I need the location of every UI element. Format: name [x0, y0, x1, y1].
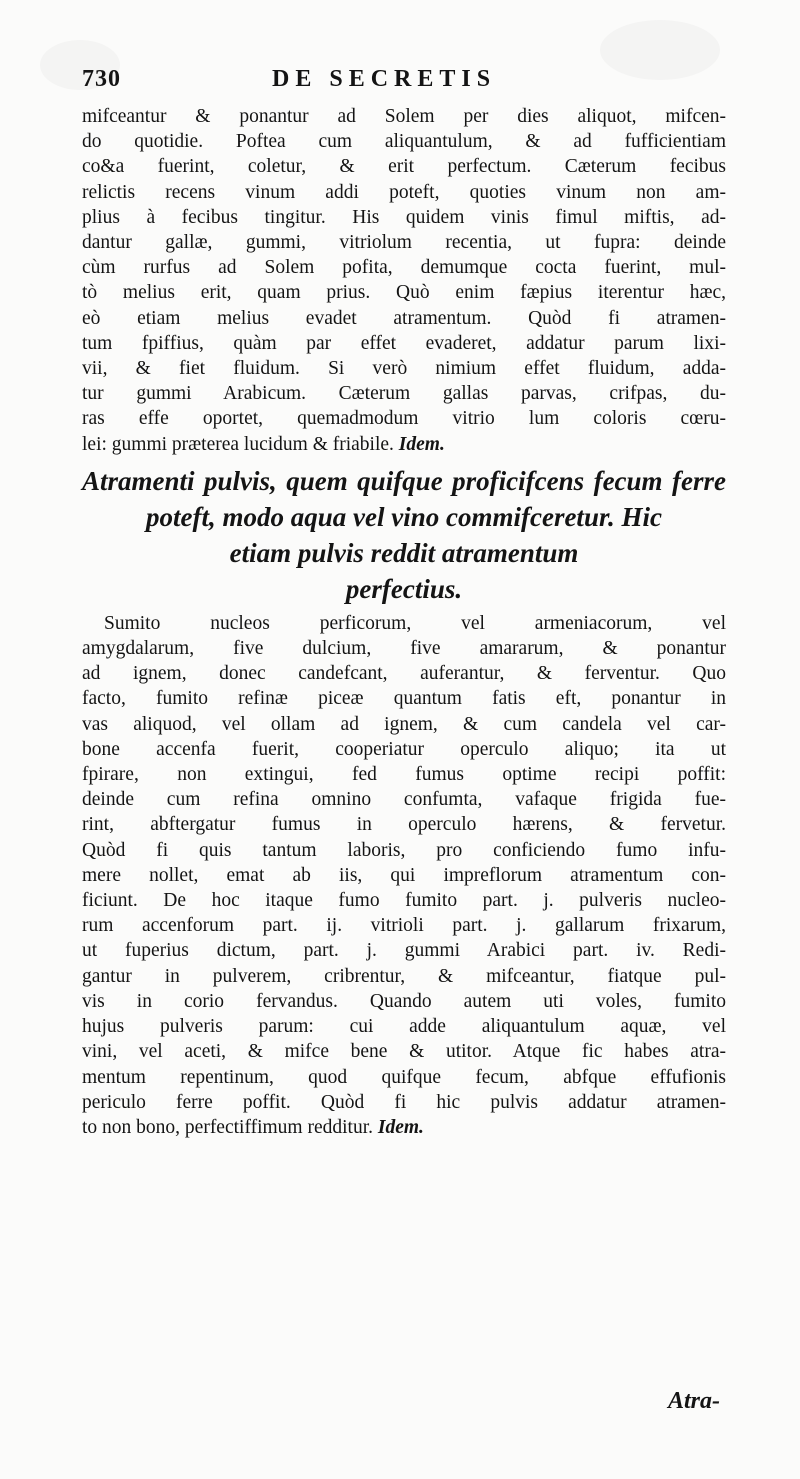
text-line: tum fpiffius, quàm par effet evaderet, addatur parum lixi-: [82, 332, 726, 354]
page-header: [82, 66, 722, 102]
text-fragment: to non bono, perfectiffimum redditur.: [82, 1116, 373, 1138]
heading-line: Atramenti pulvis, quem quifque proficifcens fecum ferre: [82, 465, 726, 496]
text-line: ad ignem, donec candefcant, auferantur, & ferventur. Quo: [82, 663, 726, 685]
page-number: 730: [82, 66, 121, 92]
text-line: relictis recens vinum addi poteft, quoties vinum non am-: [82, 181, 726, 203]
text-line: mere nollet, emat ab iis, qui impreflorum atramentum con-: [82, 864, 726, 886]
text-line: rum accenforum part. ij. vitrioli part. j. gallarum frixarum,: [82, 915, 726, 937]
text-line: gantur in pulverem, cribrentur, & mifceantur, fiatque pul-: [82, 965, 726, 987]
text-line: cùm rurfus ad Solem pofita, demumque cocta fuerint, mul-: [82, 257, 726, 279]
idem-attribution: Idem.: [398, 433, 445, 455]
heading-line: perfectius.: [345, 573, 463, 604]
text-line: [82, 1115, 726, 1140]
catchword: Atra-: [667, 1388, 720, 1414]
text-line: hujus pulveris parum: cui adde aliquantulum aquæ, vel: [82, 1016, 726, 1038]
text-line: ras effe oportet, quemadmodum vitrio lum coloris cœru-: [82, 408, 726, 430]
text-line: vas aliquod, vel ollam ad ignem, & cum candela vel car-: [82, 713, 726, 735]
text-line: vii, & fiet fluidum. Si verò nimium effet fluidum, adda-: [82, 358, 726, 380]
text-line: co&a fuerint, coletur, & erit perfectum. Cæterum fecibus: [82, 156, 726, 178]
running-title: DE SECRETIS: [272, 66, 497, 92]
text-line: plius à fecibus tingitur. His quidem vinis fimul miftis, ad-: [82, 206, 726, 228]
text-block: [82, 104, 726, 1140]
text-line: bone accenfa fuerit, cooperiatur operculo aliquo; ita ut: [82, 738, 726, 760]
text-line: do quotidie. Poftea cum aliquantulum, & ad fufficientiam: [82, 131, 726, 153]
text-line: dantur gallæ, gummi, vitriolum recentia, ut fupra: deinde: [82, 232, 726, 254]
text-line: Quòd fi quis tantum laboris, pro conficiendo fumo infu-: [82, 839, 726, 861]
text-line: vini, vel aceti, & mifce bene & utitor. Atque fic habes atra-: [82, 1041, 726, 1063]
heading-line: etiam pulvis reddit atramentum: [229, 537, 579, 568]
text-line: facto, fumito refinæ piceæ quantum fatis eft, ponantur in: [82, 688, 726, 710]
text-line: rint, abftergatur fumus in operculo hærens, & fervetur.: [82, 814, 726, 836]
text-line: Sumito nucleos perficorum, vel armeniacorum, vel: [104, 612, 726, 634]
text-line: tò melius erit, quam prius. Quò enim fæpius iterentur hæc,: [82, 282, 726, 304]
text-line: periculo ferre poffit. Quòd fi hic pulvis addatur atramen-: [82, 1091, 726, 1113]
text-line: mifceantur & ponantur ad Solem per dies aliquot, mifcen-: [82, 106, 726, 127]
text-fragment: lei: gummi præterea lucidum & friabile.: [82, 433, 394, 455]
idem-attribution: Idem.: [377, 1116, 424, 1138]
text-line: ut fuperius dictum, part. j. gummi Arabici part. iv. Redi-: [82, 940, 726, 962]
text-line: eò etiam melius evadet atramentum. Quòd fi atramen-: [82, 307, 726, 329]
text-line: mentum repentinum, quod quifque fecum, abfque effufionis: [82, 1066, 726, 1088]
text-line: fpirare, non extingui, fed fumus optime recipi poffit:: [82, 764, 726, 786]
text-line: vis in corio fervandus. Quando autem uti voles, fumito: [82, 990, 726, 1012]
section-heading: [82, 463, 726, 607]
text-line: amygdalarum, five dulcium, five amararum, & ponantur: [82, 638, 726, 660]
text-line: deinde cum refina omnino confumta, vafaque frigida fue-: [82, 789, 726, 811]
text-line: [82, 432, 726, 457]
heading-line: poteft, modo aqua vel vino commifceretur. Hic: [146, 501, 662, 532]
paragraph-recipe: [82, 611, 726, 1140]
text-line: ficiunt. De hoc itaque fumo fumito part. j. pulveris nucleo-: [82, 890, 726, 912]
text-line: tur gummi Arabicum. Cæterum gallas parvas, crifpas, du-: [82, 383, 726, 405]
paragraph-recipe-continuation: [82, 104, 726, 457]
